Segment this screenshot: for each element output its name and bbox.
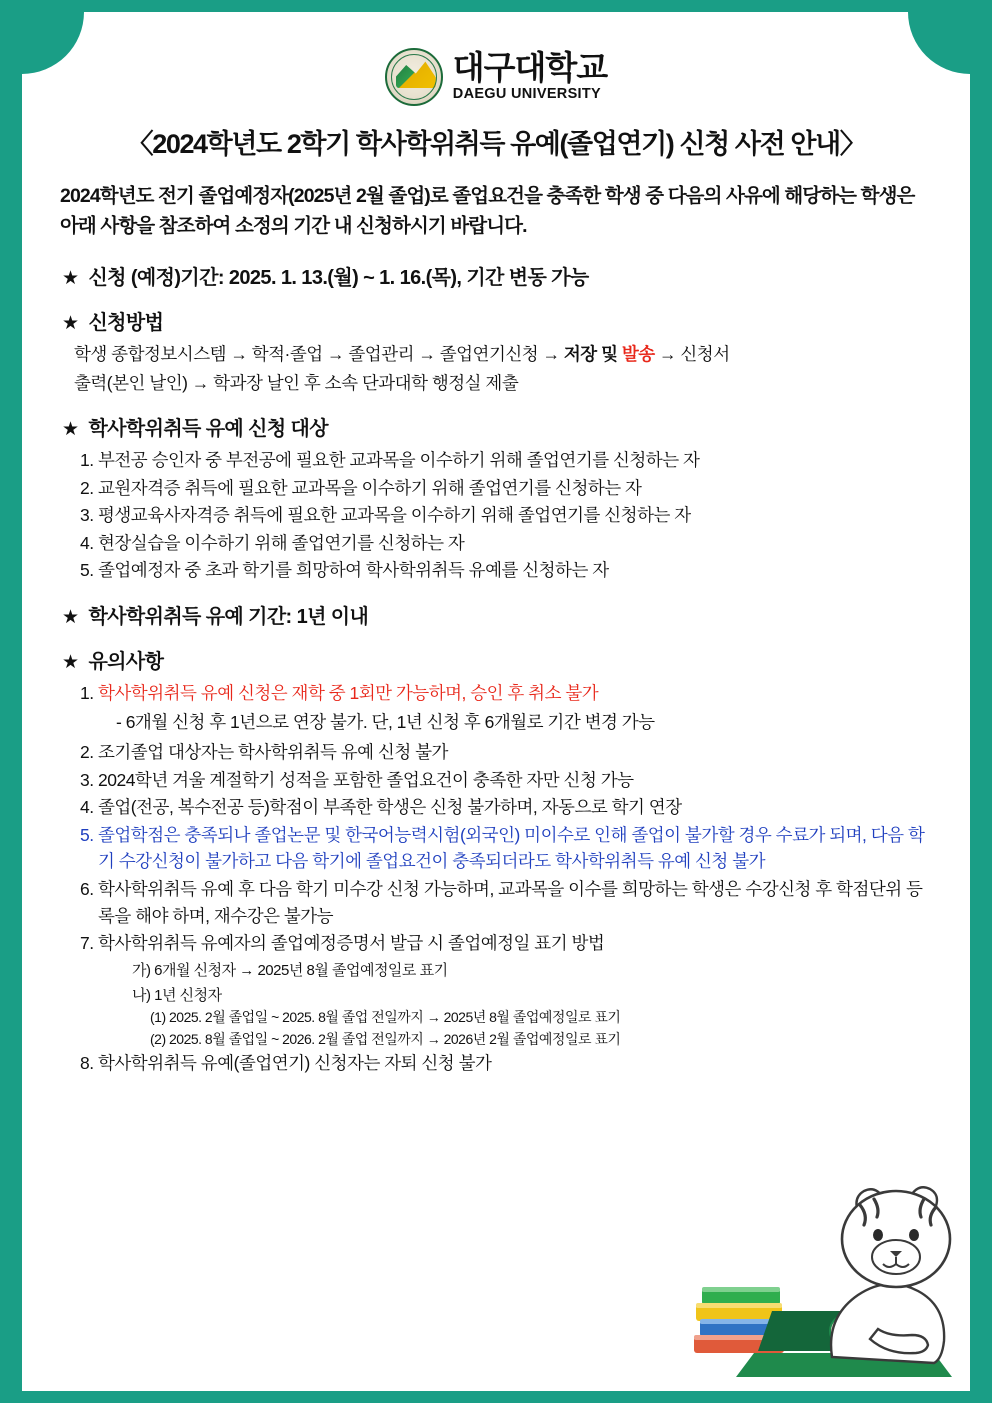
list-item: 2. 조기졸업 대상자는 학사학위취득 유예 신청 불가 <box>98 739 936 766</box>
university-name-block <box>452 48 608 104</box>
section-heading-application-period <box>62 261 936 290</box>
note-7-sub-b-2: (2) 2025. 8월 졸업일 ~ 2026. 2월 졸업 전일까지 → 2026년 2월 졸업예정일로 표기 <box>150 1030 621 1047</box>
star-icon: ★ <box>62 418 79 440</box>
university-emblem-icon <box>385 48 443 106</box>
list-item: 4. 졸업(전공, 복수전공 등)학점이 부족한 학생은 신청 불가하며, 자동으로 학기 연장 <box>98 794 936 821</box>
note-7-sub-b-1: (1) 2025. 2월 졸업일 ~ 2025. 8월 졸업 전일까지 → 2025년 8월 졸업예정일로 표기 <box>150 1009 621 1026</box>
university-logo-row <box>56 48 936 106</box>
note-7-text: 학사학위취득 유예자의 졸업예정증명서 발급 시 졸업예정일 표기 방법 <box>98 933 605 954</box>
method-line-1 <box>74 341 936 367</box>
section-heading-application-method <box>62 306 936 335</box>
university-name-en: DAEGU UNIVERSITY <box>452 86 602 103</box>
poster-sheet <box>22 12 970 1391</box>
note-1-text: 학사학위취득 유예 신청은 재학 중 1회만 가능하며, 승인 후 취소 불가 <box>98 682 599 703</box>
section-heading-text: 학사학위취득 유예 기간: 1년 이내 <box>88 605 369 628</box>
method-form-label: → 신청서 <box>654 344 730 365</box>
star-icon: ★ <box>62 268 79 290</box>
list-item: 2. 교원자격증 취득에 필요한 교과목을 이수하기 위해 졸업연기를 신청하는 자 <box>98 475 936 502</box>
eligible-targets-list <box>56 447 936 584</box>
star-icon: ★ <box>62 606 79 628</box>
poster-content <box>22 12 970 1391</box>
section-heading-notes <box>62 645 936 674</box>
list-item: 6. 학사학위취득 유예 후 다음 학기 미수강 신청 가능하며, 교과목을 이수를 희망하는 학생은 수강신청 후 학점단위 등록을 해야 하며, 재수강은 불가능 <box>98 876 936 929</box>
star-icon: ★ <box>62 651 79 673</box>
page-title: 〈2024학년도 2학기 학사학위취득 유예(졸업연기) 신청 사전 안내〉 <box>126 129 866 159</box>
method-save-label: 저장 및 <box>563 344 622 365</box>
section-heading-text: 신청방법 <box>88 312 164 335</box>
note-7-sub-a: 가) 6개월 신청자 → 2025년 8월 졸업예정일로 표기 <box>132 961 448 979</box>
notes-list <box>56 680 936 1077</box>
list-item: 3. 평생교육사자격증 취득에 필요한 교과목을 이수하기 위해 졸업연기를 신청하는 자 <box>98 502 936 529</box>
note-1-subnote: - 6개월 신청 후 1년으로 연장 불가. 단, 1년 신청 후 6개월로 기간 변경 가능 <box>116 711 655 732</box>
list-item: 8. 학사학위취득 유예(졸업연기) 신청자는 자퇴 신청 불가 <box>98 1050 936 1077</box>
list-item <box>98 930 936 1049</box>
method-path-text: 학생 종합정보시스템 → 학적·졸업 → 졸업관리 → 졸업연기신청 → <box>74 344 564 365</box>
university-name-ko: 대구대학교 <box>452 48 608 86</box>
star-icon: ★ <box>62 313 79 335</box>
note-7-sub-b: 나) 1년 신청자 <box>132 986 222 1004</box>
list-item: 3. 2024학년 겨울 계절학기 성적을 포함한 졸업요건이 충족한 자만 신청 가능 <box>98 767 936 794</box>
list-item <box>98 680 936 735</box>
method-send-label: 발송 <box>621 344 655 365</box>
list-item: 4. 현장실습을 이수하기 위해 졸업연기를 신청하는 자 <box>98 530 936 557</box>
list-item: 5. 졸업학점은 충족되나 졸업논문 및 한국어능력시험(외국인) 미이수로 인해 졸업이 불가할 경우 수료가 되며, 다음 학기 수강신청이 불가하고 다음 학기에 졸업요건이 충족되더라도 학사학위취득 유예 신청 불가 <box>98 822 936 875</box>
method-line-2: 출력(본인 날인) → 학과장 날인 후 소속 단과대학 행정실 제출 <box>74 372 519 393</box>
section-heading-text: 유의사항 <box>88 650 164 673</box>
section-heading-text: 학사학위취득 유예 신청 대상 <box>88 417 328 440</box>
list-item: 1. 부전공 승인자 중 부전공에 필요한 교과목을 이수하기 위해 졸업연기를 신청하는 자 <box>98 447 936 474</box>
list-item: 5. 졸업예정자 중 초과 학기를 희망하여 학사학위취득 유예를 신청하는 자 <box>98 557 936 584</box>
intro-paragraph: 2024학년도 전기 졸업예정자(2025년 2월 졸업)로 졸업요건을 충족한 학생 중 다음의 사유에 해당하는 학생은 아래 사항을 참조하여 소정의 기간 내 신청하시기 바랍니다. <box>60 185 915 238</box>
section-heading-eligible-targets <box>62 412 936 441</box>
section-heading-deferral-duration <box>62 600 936 629</box>
section-heading-text: 신청 (예정)기간: 2025. 1. 13.(월) ~ 1. 16.(목), 기간 변동 가능 <box>88 267 589 290</box>
